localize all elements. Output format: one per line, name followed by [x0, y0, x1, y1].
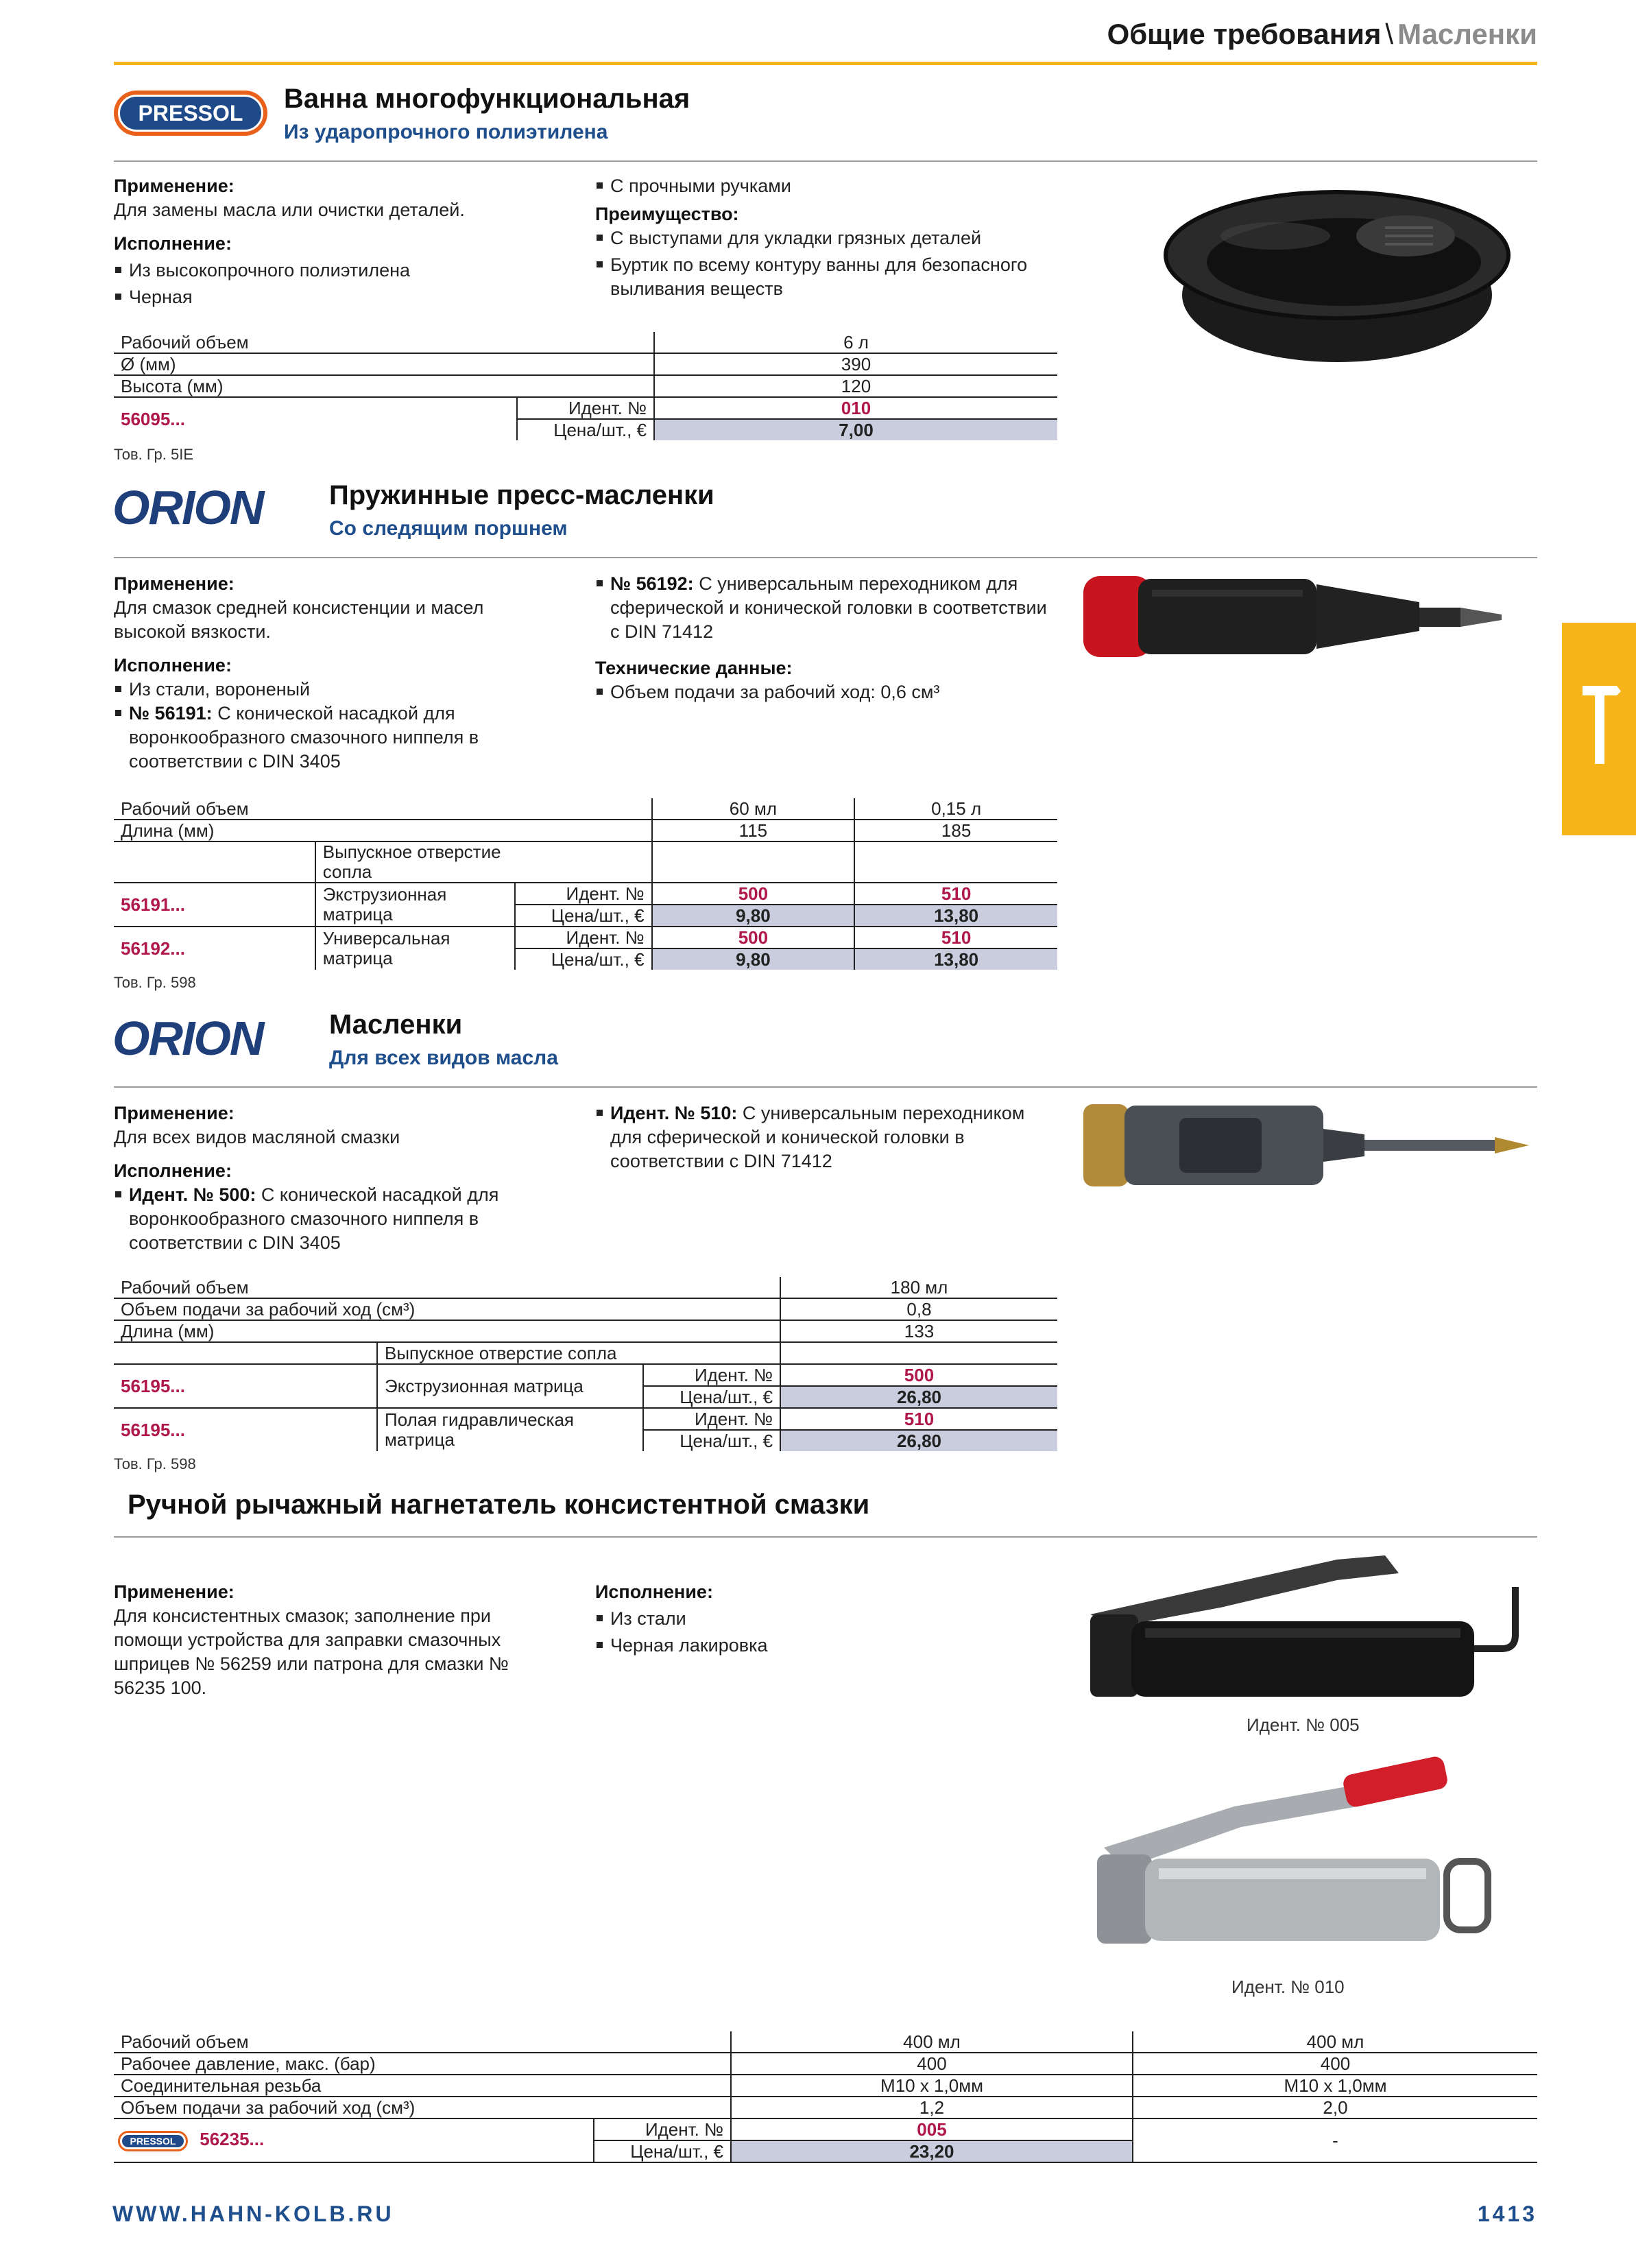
table-row — [114, 927, 1057, 948]
table-cell: Цена/шт., € — [594, 2140, 731, 2162]
page-number: 1413 — [1477, 2201, 1537, 2226]
price-value: 7,00 — [654, 419, 1057, 440]
table-cell: 13,80 — [854, 905, 1057, 927]
table-row — [114, 1364, 1057, 1386]
outlet-header: Выпускное отверстие сопла — [377, 1342, 780, 1364]
table-row — [114, 798, 1057, 820]
unavailable-dash: - — [1133, 2118, 1537, 2162]
features-block — [595, 1101, 1048, 1173]
table-cell: 510 — [854, 883, 1057, 905]
row-label: Высота (мм) — [114, 375, 654, 397]
article-number[interactable]: 56195... — [114, 1364, 377, 1408]
header-category: Общие требования — [1107, 18, 1382, 50]
product-group: Тов. Гр. 5IE — [114, 446, 194, 463]
application-label: Применение: — [114, 1103, 234, 1123]
table-row — [114, 397, 1057, 419]
table-cell: Идент. № — [643, 1408, 780, 1430]
feature-item: № 56192: С универсальным переходником для сферической и конической головки в соответствии с DIN 71412 — [595, 572, 1048, 644]
header-rule — [114, 62, 1537, 65]
application-block — [114, 1580, 539, 1700]
spec-table — [114, 2031, 1537, 2163]
table-row — [114, 375, 1057, 397]
image-caption: Идент. № 005 — [1247, 1715, 1360, 1735]
table-cell: Цена/шт., € — [515, 948, 652, 970]
design-item: № 56191: С конической насадкой для воронкообразного смазочного ниппеля в соответствии с DIN 3405 — [114, 702, 560, 774]
row-label: Соединительная резьба — [114, 2075, 731, 2097]
row-value: 120 — [654, 375, 1057, 397]
row-value: 390 — [654, 353, 1057, 375]
design-label: Исполнение: — [114, 233, 232, 254]
application-label: Применение: — [114, 1581, 234, 1602]
table-cell: 400 — [731, 2053, 1133, 2075]
section-title: Масленки — [329, 1010, 463, 1040]
table-row — [114, 2075, 1537, 2097]
price-label: Цена/шт., € — [517, 419, 654, 440]
table-cell: 510 — [854, 927, 1057, 948]
table-row — [114, 1298, 1057, 1320]
row-label: Объем подачи за рабочий ход (см³) — [114, 1298, 780, 1320]
row-label: Длина (мм) — [114, 1320, 780, 1342]
table-cell: 9,80 — [652, 905, 855, 927]
table-cell: 400 — [1133, 2053, 1537, 2075]
table-cell: Идент. № — [643, 1364, 780, 1386]
table-cell: 0,15 л — [854, 798, 1057, 820]
table-cell — [854, 841, 1057, 883]
article-cell[interactable] — [114, 2118, 594, 2162]
table-cell: 115 — [652, 820, 855, 841]
design-item: Из стали — [595, 1607, 1007, 1631]
table-cell: 13,80 — [854, 948, 1057, 970]
table-cell: 005 — [731, 2118, 1133, 2140]
table-cell — [515, 841, 652, 883]
tech-label: Технические данные: — [595, 658, 793, 678]
advantage-label: Преимущество: — [595, 204, 739, 224]
table-cell: 0,8 — [780, 1298, 1057, 1320]
section-rule — [114, 1536, 1537, 1538]
table-cell: 133 — [780, 1320, 1057, 1342]
section-rule — [114, 160, 1537, 162]
table-row — [114, 1277, 1057, 1298]
lever-grease-gun-silver-image — [1076, 1752, 1543, 1957]
row-label: Длина (мм) — [114, 820, 652, 841]
outlet-type: Универсальная матрица — [315, 927, 515, 970]
table-row — [114, 1320, 1057, 1342]
features-block — [595, 572, 1048, 704]
application-text: Для всех видов масляной смазки — [114, 1127, 400, 1147]
pressol-logo: PRESSOL — [114, 91, 267, 136]
feature-item: С прочными ручками — [595, 174, 1061, 198]
article-number: 56235... — [200, 2129, 265, 2150]
section-title: Ванна многофункциональная — [284, 84, 690, 114]
row-label: Ø (мм) — [114, 353, 654, 375]
pressol-logo-small: PRESSOL — [118, 2131, 188, 2151]
table-cell: M10 x 1,0мм — [1133, 2075, 1537, 2097]
spec-table — [114, 1277, 1057, 1451]
table-cell: 9,80 — [652, 948, 855, 970]
application-label: Применение: — [114, 176, 234, 196]
article-number[interactable]: 56191... — [114, 883, 315, 927]
design-item: Из высокопрочного полиэтилена — [114, 259, 553, 283]
article-number[interactable]: 56095... — [121, 408, 185, 429]
row-value: 6 л — [654, 332, 1057, 353]
product-group: Тов. Гр. 598 — [114, 1455, 196, 1472]
table-cell: 500 — [652, 883, 855, 905]
table-cell: 500 — [652, 927, 855, 948]
table-cell: Цена/шт., € — [643, 1430, 780, 1451]
tech-item: Объем подачи за рабочий ход: 0,6 см³ — [595, 680, 1048, 704]
table-cell: 185 — [854, 820, 1057, 841]
features-block — [595, 174, 1061, 301]
features-block — [595, 1580, 1007, 1658]
outlet-type: Полая гидравлическая матрица — [377, 1408, 643, 1451]
header-subcategory: Масленки — [1397, 18, 1537, 50]
application-label: Применение: — [114, 573, 234, 594]
design-label: Исполнение: — [595, 1581, 713, 1602]
ident-number: 010 — [654, 397, 1057, 419]
table-row — [114, 841, 1057, 883]
feature-item: Идент. № 510: С универсальным переходником для сферической и конической головки в соответствии с DIN 71412 — [595, 1101, 1048, 1173]
section-rule — [114, 557, 1537, 558]
page-header — [1107, 18, 1537, 51]
row-label: Объем подачи за рабочий ход (см³) — [114, 2097, 731, 2118]
application-text: Для смазок средней консистенции и масел высокой вязкости. — [114, 597, 484, 642]
table-cell: Цена/шт., € — [515, 905, 652, 927]
table-cell: 2,0 — [1133, 2097, 1537, 2118]
application-block — [114, 1101, 560, 1255]
row-label: Рабочий объем — [114, 2031, 731, 2053]
table-cell — [780, 1342, 1057, 1364]
lever-grease-gun-black-image — [1076, 1546, 1543, 1710]
table-row — [114, 883, 1057, 905]
table-row — [114, 2097, 1537, 2118]
application-text: Для замены масла или очистки деталей. — [114, 200, 465, 220]
table-cell: 23,20 — [731, 2140, 1133, 2162]
table-cell: 26,80 — [780, 1386, 1057, 1408]
article-number[interactable]: 56192... — [121, 938, 185, 959]
advantage-item: Буртик по всему контуру ванны для безопасного выливания веществ — [595, 253, 1061, 301]
article-number[interactable]: 56195... — [121, 1419, 185, 1440]
design-item: Из стали, вороненый — [114, 678, 560, 702]
row-label: Рабочий объем — [114, 332, 654, 353]
table-cell: 180 мл — [780, 1277, 1057, 1298]
advantage-item: С выступами для укладки грязных деталей — [595, 226, 1061, 250]
design-label: Исполнение: — [114, 1160, 232, 1181]
table-cell: Идент. № — [515, 927, 652, 948]
table-cell: M10 x 1,0мм — [731, 2075, 1133, 2097]
table-cell: 510 — [780, 1408, 1057, 1430]
table-cell: 400 мл — [731, 2031, 1133, 2053]
table-row — [114, 353, 1057, 375]
row-label: Рабочий объем — [114, 798, 652, 820]
header-separator: \ — [1385, 18, 1394, 50]
table-row — [114, 820, 1057, 841]
oil-can-image — [1076, 1097, 1543, 1193]
table-cell: Цена/шт., € — [643, 1386, 780, 1408]
section-subtitle: Для всех видов масла — [329, 1047, 558, 1069]
design-item: Идент. № 500: С конической насадкой для воронкообразного смазочного ниппеля в соответствии с DIN 3405 — [114, 1183, 560, 1255]
application-block — [114, 572, 560, 774]
table-cell: 60 мл — [652, 798, 855, 820]
table-cell: 26,80 — [780, 1430, 1057, 1451]
orion-logo: ORION — [112, 1012, 263, 1065]
outlet-header: Выпускное отверстие сопла — [315, 841, 515, 883]
row-label: Рабочий объем — [114, 1277, 780, 1298]
table-cell — [652, 841, 855, 883]
section-title: Пружинные пресс-масленки — [329, 480, 714, 510]
application-block — [114, 174, 553, 309]
design-item: Черная — [114, 285, 553, 309]
table-row — [114, 1342, 1057, 1364]
section-subtitle: Со следящим поршнем — [329, 517, 568, 540]
table-row — [114, 2118, 1537, 2140]
orion-logo: ORION — [112, 481, 263, 534]
spec-table — [114, 798, 1057, 970]
oil-drain-pan-image — [1138, 173, 1522, 379]
table-cell — [114, 841, 315, 883]
design-item: Черная лакировка — [595, 1634, 1007, 1658]
table-cell: 500 — [780, 1364, 1057, 1386]
design-label: Исполнение: — [114, 655, 232, 676]
table-cell: Идент. № — [594, 2118, 731, 2140]
table-cell: 1,2 — [731, 2097, 1133, 2118]
spec-table — [114, 332, 1057, 440]
image-caption: Идент. № 010 — [1231, 1977, 1345, 1997]
hammer-icon — [1562, 623, 1636, 835]
table-row — [114, 1408, 1057, 1430]
row-label: Рабочее давление, макс. (бар) — [114, 2053, 731, 2075]
section-rule — [114, 1086, 1537, 1088]
table-cell — [114, 1342, 377, 1364]
outlet-type: Экструзионная матрица — [315, 883, 515, 927]
table-row — [114, 2053, 1537, 2075]
section-subtitle: Из ударопрочного полиэтилена — [284, 121, 608, 143]
section-title: Ручной рычажный нагнетатель консистентной смазки — [128, 1490, 870, 1520]
table-row — [114, 332, 1057, 353]
product-group: Тов. Гр. 598 — [114, 974, 196, 991]
table-cell: Идент. № — [515, 883, 652, 905]
table-cell: 400 мл — [1133, 2031, 1537, 2053]
footer-url[interactable]: WWW.HAHN-KOLB.RU — [112, 2201, 394, 2226]
table-row — [114, 2031, 1537, 2053]
side-tab[interactable] — [1562, 623, 1636, 835]
application-text: Для консистентных смазок; заполнение при помощи устройства для заправки смазочных шприцев № 56259 или патрона для смазки № 56235 100. — [114, 1605, 509, 1698]
id-label: Идент. № — [517, 397, 654, 419]
spring-grease-gun-image — [1076, 569, 1529, 672]
outlet-type: Экструзионная матрица — [377, 1364, 643, 1408]
